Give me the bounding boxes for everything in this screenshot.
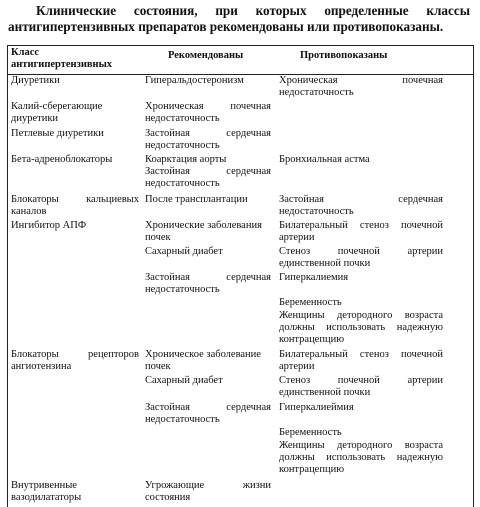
row-recommended: Сахарный диабет	[145, 246, 223, 257]
row-contraindicated: Билатеральный стеноз почечной артерии	[279, 349, 443, 373]
indications-table	[7, 45, 474, 507]
row-class: Блокаторы кальциевых каналов	[11, 194, 139, 218]
row-recommended: Хронические заболевания почек	[145, 220, 262, 244]
row-contraindicated: Гиперкалиемия	[279, 272, 349, 283]
row-recommended: Сахарный диабет	[145, 375, 223, 386]
row-recommended: Гиперальдостеронизм	[145, 75, 244, 86]
row-class: Бета-адреноблокаторы	[11, 154, 113, 165]
row-recommended: Застойная сердечная недостаточность	[145, 128, 271, 152]
row-recommended: После трансплантации	[145, 194, 248, 205]
header-contraindicated: Противопоказаны	[300, 50, 388, 61]
title-line-1: Клинические состояния, при которых определенные классы	[36, 3, 470, 18]
row-contraindicated: Хроническая почечная недостаточность	[279, 75, 443, 99]
row-contraindicated: Стеноз почечной артерии единственной почки	[279, 246, 443, 270]
row-contraindicated: Стеноз почечной артерии единственной почки	[279, 375, 443, 399]
row-class: Диуретики	[11, 75, 60, 86]
row-contraindicated: Беременность	[279, 427, 342, 438]
row-contraindicated: Женщины детородного возраста должны использовать надежную контрацепцию	[279, 310, 443, 346]
title-line-2: антигипертензивных препаратов рекомендованы или противопоказаны.	[8, 19, 444, 34]
row-recommended: Хроническая почечная недостаточность	[145, 101, 271, 125]
row-contraindicated: Гиперкалиеймия	[279, 402, 354, 413]
row-contraindicated: Женщины детородного возраста должны использовать надежную контрацепцию	[279, 440, 443, 476]
row-class: Калий-сберегающие диуретики	[11, 101, 103, 125]
row-contraindicated: Застойная сердечная недостаточность	[279, 194, 443, 218]
header-recommended: Рекомендованы	[168, 50, 244, 61]
row-class: Внутривенные вазодилататоры	[11, 480, 82, 504]
row-class: Блокаторы рецепторов ангиотензина	[11, 349, 139, 373]
document-title	[8, 3, 470, 35]
row-recommended: Коарктация аорты	[145, 154, 227, 165]
row-contraindicated: Беременность	[279, 297, 342, 308]
row-class: Ингибитор АПФ	[11, 220, 87, 231]
row-recommended: Хроническое заболевание почек	[145, 349, 261, 373]
row-recommended: Застойная сердечная недостаточность	[145, 272, 271, 296]
row-class: Петлевые диуретики	[11, 128, 104, 139]
row-contraindicated: Бронхиальная астма	[279, 154, 370, 165]
row-contraindicated: Билатеральный стеноз почечной артерии	[279, 220, 443, 244]
header-class: Класс антигипертензивных	[11, 47, 113, 71]
row-recommended: Застойная сердечная недостаточность	[145, 402, 271, 426]
row-recommended: Застойная сердечная недостаточность	[145, 166, 271, 190]
row-recommended: Угрожающие жизни состояния	[145, 480, 271, 504]
